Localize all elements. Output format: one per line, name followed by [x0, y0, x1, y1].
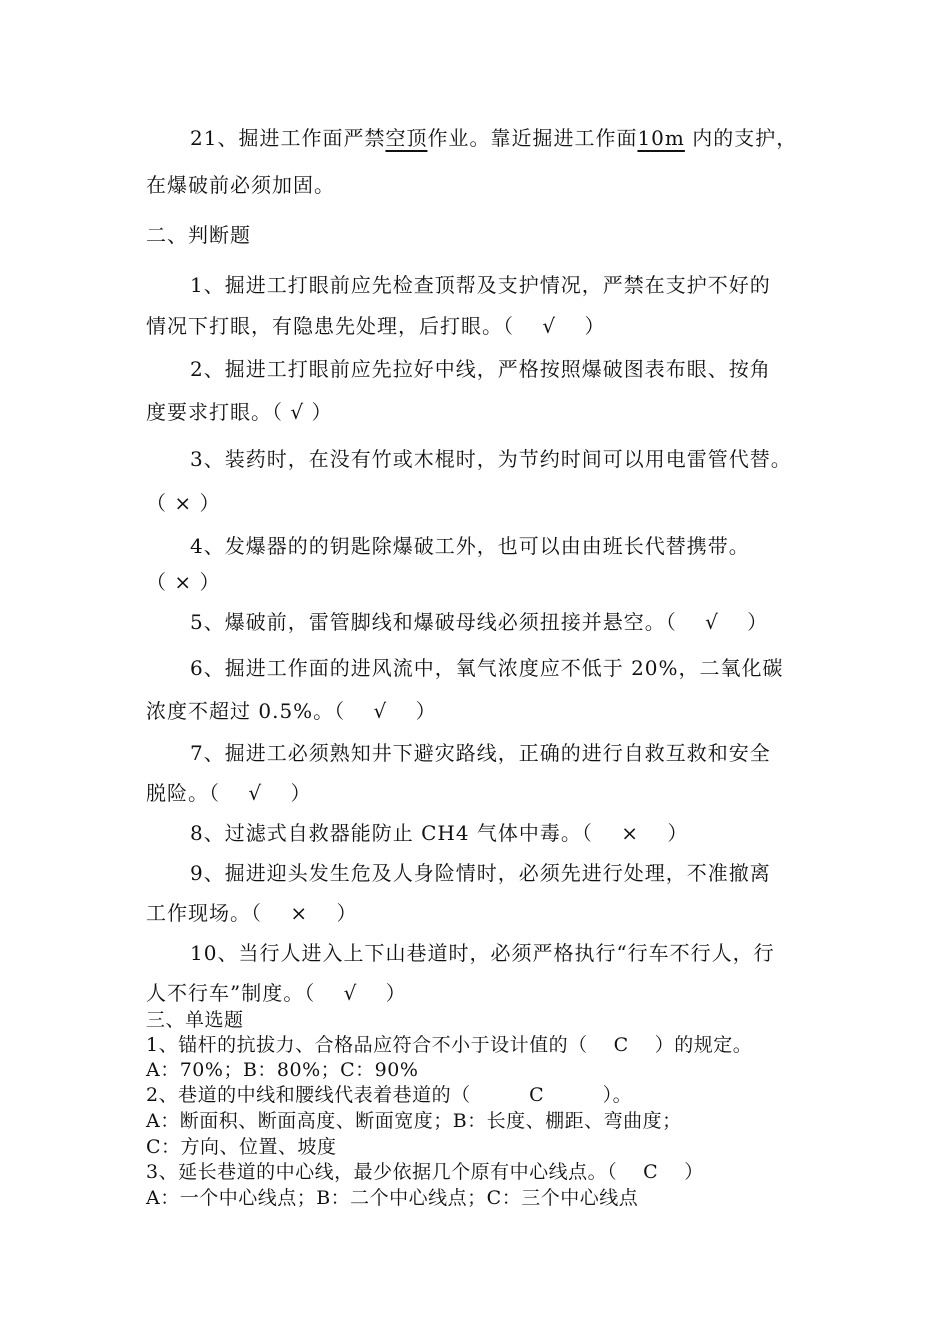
tf-question-5: 5、爆破前，雷管脚线和爆破母线必须扭接并悬空。（ √ ）: [190, 610, 769, 634]
tf-question-9-line-1: 9、掘进迎头发生危及人身险情时，必须先进行处理，不准撤离: [190, 861, 771, 885]
tf-question-6-line-1: 6、掘进工作面的进风流中，氧气浓度应不低于 20%，二氧化碳: [190, 656, 784, 680]
mc-question-1: 1、锚杆的抗拔力、合格品应符合不小于设计值的（ C ）的规定。: [146, 1034, 753, 1056]
tf-question-10-line-2: 人不行车”制度。（ √ ）: [146, 981, 407, 1005]
tf-question-3-line-2: （ × ）: [146, 491, 221, 515]
section-title-true-false: 二、判断题: [146, 223, 251, 247]
q21-text-c: 内的支护，: [684, 126, 798, 150]
tf-question-1-line-1: 1、掘进工打眼前应先检查顶帮及支护情况，严禁在支护不好的: [190, 273, 771, 297]
tf-question-7-line-1: 7、掘进工必须熟知井下避灾路线，正确的进行自救互救和安全: [190, 741, 771, 765]
tf-question-4-line-1: 4、发爆器的的钥匙除爆破工外，也可以由由班长代替携带。: [190, 534, 750, 558]
tf-question-10-line-1: 10、当行人进入上下山巷道时，必须严格执行“行车不行人，行: [190, 941, 775, 965]
tf-question-6-line-2: 浓度不超过 0.5%。（ √ ）: [146, 699, 437, 723]
mc-question-2-options-line-2: C：方向、位置、坡度: [146, 1136, 337, 1158]
tf-question-2-line-1: 2、掘进工打眼前应先拉好中线，严格按照爆破图表布眼、按角: [190, 357, 771, 381]
mc-question-2: 2、巷道的中线和腰线代表着巷道的（ C ）。: [146, 1084, 633, 1106]
mc-question-2-options-line-1: A：断面积、断面高度、断面宽度；B：长度、棚距、弯曲度；: [146, 1110, 682, 1132]
tf-question-4-line-2: （ × ）: [146, 570, 221, 594]
mc-question-3: 3、延长巷道的中心线，最少依据几个原有中心线点。（ C ）: [146, 1161, 704, 1183]
mc-question-1-options: A：70%；B：80%；C：90%: [146, 1059, 419, 1081]
mc-question-3-options: A：一个中心线点；B：二个中心线点；C：三个中心线点: [146, 1187, 639, 1209]
q21-text-b: 作业。靠近掘进工作面: [427, 126, 638, 150]
q21-text-a: 21、掘进工作面严禁: [190, 126, 386, 150]
tf-question-7-line-2: 脱险。（ √ ）: [146, 781, 312, 805]
q21-line-2: 在爆破前必须加固。: [146, 173, 335, 197]
tf-question-3-line-1: 3、装药时，在没有竹或木棍时，为节约时间可以用电雷管代替。: [190, 447, 792, 471]
tf-question-2-line-2: 度要求打眼。（ √ ）: [146, 400, 333, 424]
section-title-single-choice: 三、单选题: [146, 1009, 244, 1031]
tf-question-8: 8、过滤式自救器能防止 CH4 气体中毒。（ × ）: [190, 821, 689, 845]
fill-question-21: [190, 125, 797, 151]
q21-blank-2: 10m: [637, 126, 685, 150]
tf-question-1-line-2: 情况下打眼，有隐患先处理，后打眼。（ √ ）: [146, 314, 606, 338]
tf-question-9-line-2: 工作现场。（ × ）: [146, 901, 358, 925]
q21-blank-1: 空顶: [385, 126, 428, 150]
